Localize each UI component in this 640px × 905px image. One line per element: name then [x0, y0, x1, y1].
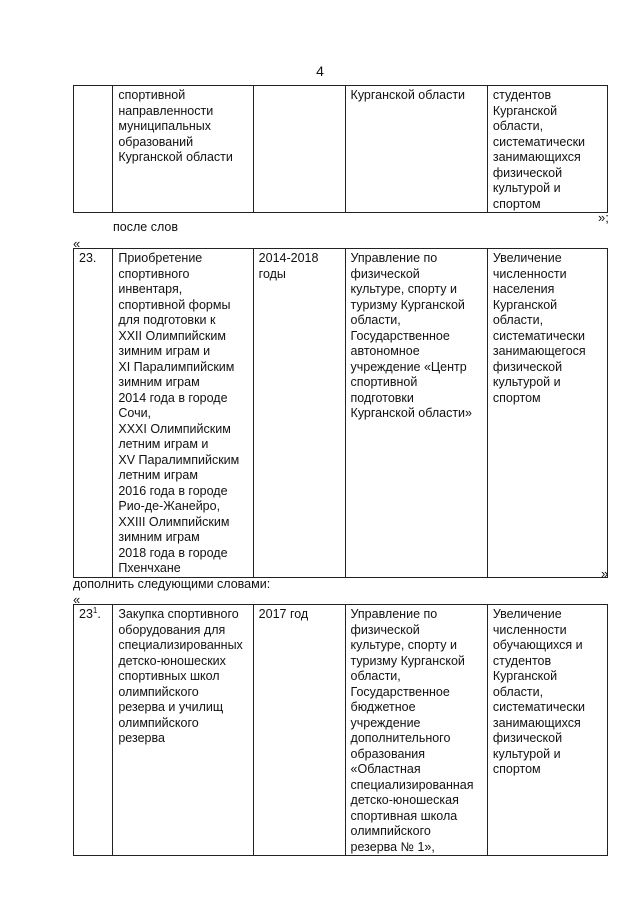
row-number-cell: [74, 605, 113, 856]
activity-cell: спортивной направленности муниципальных образований Курганской области: [113, 86, 253, 213]
period-cell: 2014-2018 годы: [253, 249, 345, 578]
activity-cell: Приобретение спортивного инвентаря, спортивной формы для подготовки к XXII Олимпийским зимним играм и XI Паралимпийским зимним играм 2014 года в городе Сочи, XXXI Олимпийским летним играм и XV Паралимпийским летним играм 2016 года в городе Рио-де-Жанейро, XXIII Олимпийским зимним играм 2018 года в городе Пхенчхане: [113, 249, 253, 578]
program-table-row-23-1: [73, 604, 608, 856]
opening-quote: «: [73, 236, 81, 251]
result-cell: студентов Курганской области, систематически занимающихся физической культурой и спортом: [487, 86, 607, 213]
opening-quote: «: [73, 592, 81, 607]
add-words-label: дополнить следующими словами:: [73, 577, 271, 591]
row-number-superscript: 1: [92, 605, 98, 615]
page-number: 4: [316, 63, 324, 79]
result-cell: Увеличение численности обучающихся и студентов Курганской области, систематически занимающихся физической культурой и спортом: [487, 605, 607, 856]
table-row: [74, 605, 608, 856]
closing-quote: »: [601, 566, 609, 581]
row-number: 23: [79, 607, 93, 621]
row-number-cell: [74, 86, 113, 213]
program-table-continuation: [73, 85, 608, 213]
table-row: [74, 86, 608, 213]
row-number-dot: .: [97, 607, 101, 621]
executor-cell: Управление по физической культуре, спорту и туризму Курганской области, Государственное бюджетное учреждение дополнительного образования «Областная специализированная детско-юношеская спортивная школа олимпийского резерва № 1»,: [345, 605, 487, 856]
after-words-label: после слов: [113, 220, 178, 234]
period-cell: 2017 год: [253, 605, 345, 856]
period-cell: [253, 86, 345, 213]
closing-quote: »;: [598, 210, 609, 225]
result-cell: Увеличение численности населения Курганской области, систематически занимающегося физической культурой и спортом: [487, 249, 607, 578]
executor-cell: Курганской области: [345, 86, 487, 213]
executor-cell: Управление по физической культуре, спорту и туризму Курганской области, Государственное автономное учреждение «Центр спортивной подготовки Курганской области»: [345, 249, 487, 578]
table-row: [74, 249, 608, 578]
row-number-cell: 23.: [74, 249, 113, 578]
activity-cell: Закупка спортивного оборудования для специализированных детско-юношеских спортивных школ олимпийского резерва и училищ олимпийского резерва: [113, 605, 253, 856]
program-table-row-23: [73, 248, 608, 578]
